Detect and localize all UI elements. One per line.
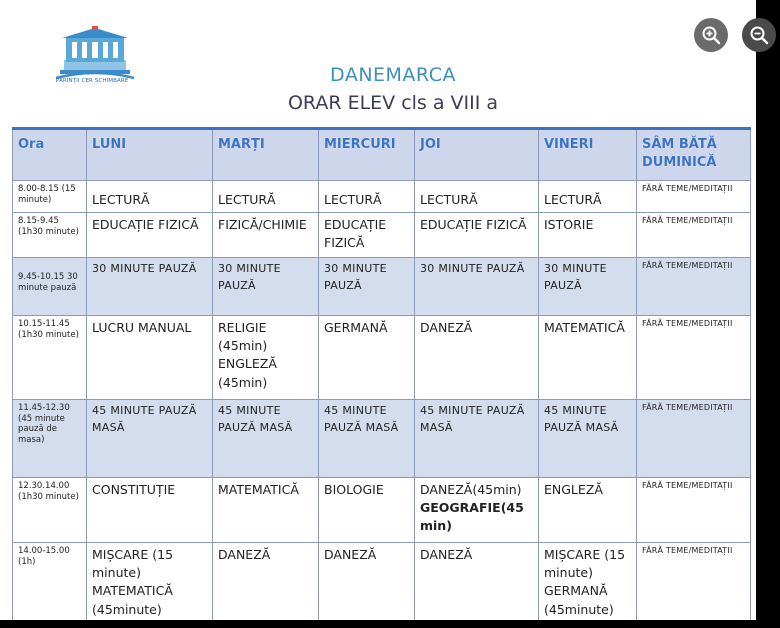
table-row-pause — [13, 258, 751, 316]
pause-cell: 30 MINUTE PAUZĂ — [87, 258, 213, 316]
weekend-cell: FĂRĂ TEME/MEDITAȚII — [637, 543, 751, 627]
subject-cell: DANEZĂ — [319, 543, 415, 627]
weekend-cell: FĂRĂ TEME/MEDITAȚII — [637, 400, 751, 478]
weekend-cell: FĂRĂ TEME/MEDITAȚII — [637, 213, 751, 258]
schedule-table — [12, 127, 751, 627]
subject-cell: EDUCAȚIE FIZICĂ — [319, 213, 415, 258]
subject-cell: LECTURĂ — [539, 181, 637, 213]
table-row — [13, 478, 751, 543]
header-marti: MARȚI — [213, 129, 319, 181]
subject-cell: MIȘCARE (15 minute) GERMANĂ (45minute) — [539, 543, 637, 627]
viewer-edge — [756, 0, 780, 628]
subject-cell: LECTURĂ — [87, 181, 213, 213]
zoom-in-button[interactable] — [694, 18, 728, 52]
subject-cell: EDUCAȚIE FIZICĂ — [87, 213, 213, 258]
subject-cell: GERMANĂ — [319, 316, 415, 400]
logo-caption: PĂRINȚII CER SCHIMBARE — [55, 78, 129, 84]
subject-cell: FIZICĂ/CHIMIE — [213, 213, 319, 258]
header-vineri: VINERI — [539, 129, 637, 181]
zoom-out-button[interactable] — [742, 18, 776, 52]
viewer-bottom-edge — [0, 620, 780, 628]
subject-line-bold: GEOGRAFIE(45 min) — [420, 500, 524, 534]
document-title: DANEMARCA — [330, 64, 456, 86]
pause-cell: 45 MINUTE PAUZĂ MASĂ — [539, 400, 637, 478]
subject-cell: ISTORIE — [539, 213, 637, 258]
subject-cell: DANEZĂ — [415, 316, 539, 400]
subject-cell: LUCRU MANUAL — [87, 316, 213, 400]
subject-cell: MIȘCARE (15 minute) MATEMATICĂ (45minute) — [87, 543, 213, 627]
subject-cell: LECTURĂ — [415, 181, 539, 213]
subject-line: DANEZĂ(45min) — [420, 482, 522, 498]
pause-cell: 30 MINUTE PAUZĂ — [415, 258, 539, 316]
pause-cell: 30 MINUTE PAUZĂ — [319, 258, 415, 316]
pause-cell: 45 MINUTE PAUZĂ MASĂ — [87, 400, 213, 478]
time-cell: 12.30.14.00 (1h30 minute) — [13, 478, 87, 543]
pause-cell: 30 MINUTE PAUZĂ — [539, 258, 637, 316]
subject-cell: RELIGIE (45min) ENGLEZĂ (45min) — [213, 316, 319, 400]
weekend-cell: FĂRĂ TEME/MEDITAȚII — [637, 181, 751, 213]
header-weekend: SÂM BĂTĂ DUMINICĂ — [637, 129, 751, 181]
time-cell: 10.15-11.45 (1h30 minute) — [13, 316, 87, 400]
time-cell: 9.45-10.15 30 minute pauză — [13, 258, 87, 316]
time-cell: 8.15-9.45 (1h30 minute) — [13, 213, 87, 258]
document-subtitle: ORAR ELEV cls a VIII a — [287, 92, 499, 114]
header-joi: JOI — [415, 129, 539, 181]
subject-cell: DANEZĂ — [213, 543, 319, 627]
header-row — [13, 129, 751, 181]
header-ora: Ora — [13, 129, 87, 181]
pause-cell: 45 MINUTE PAUZĂ MASĂ — [415, 400, 539, 478]
time-cell: 8.00-8.15 (15 minute) — [13, 181, 87, 213]
zoom-out-icon — [749, 25, 769, 45]
zoom-in-icon — [701, 25, 721, 45]
time-cell: 11.45-12.30 (45 minute pauză de masa) — [13, 400, 87, 478]
pause-cell: 45 MINUTE PAUZĂ MASĂ — [319, 400, 415, 478]
subject-cell: CONSTITUȚIE — [87, 478, 213, 543]
pause-cell: 30 MINUTE PAUZĂ — [213, 258, 319, 316]
subject-cell: DANEZĂ — [415, 543, 539, 627]
table-row — [13, 213, 751, 258]
subject-cell: MATEMATICĂ — [539, 316, 637, 400]
table-row — [13, 181, 751, 213]
subject-cell: BIOLOGIE — [319, 478, 415, 543]
subject-cell: EDUCAȚIE FIZICĂ — [415, 213, 539, 258]
table-row — [13, 543, 751, 627]
time-cell: 14.00-15.00 (1h) — [13, 543, 87, 627]
pause-cell: 45 MINUTE PAUZĂ MASĂ — [213, 400, 319, 478]
subject-cell-joi — [415, 478, 539, 543]
table-row-pause — [13, 400, 751, 478]
subject-cell: LECTURĂ — [213, 181, 319, 213]
subject-cell: ENGLEZĂ — [539, 478, 637, 543]
header-luni: LUNI — [87, 129, 213, 181]
weekend-cell: FĂRĂ TEME/MEDITAȚII — [637, 258, 751, 316]
subject-cell: MATEMATICĂ — [213, 478, 319, 543]
weekend-cell: FĂRĂ TEME/MEDITAȚII — [637, 478, 751, 543]
subject-cell: LECTURĂ — [319, 181, 415, 213]
table-row — [13, 316, 751, 400]
header-miercuri: MIERCURI — [319, 129, 415, 181]
weekend-cell: FĂRĂ TEME/MEDITAȚII — [637, 316, 751, 400]
